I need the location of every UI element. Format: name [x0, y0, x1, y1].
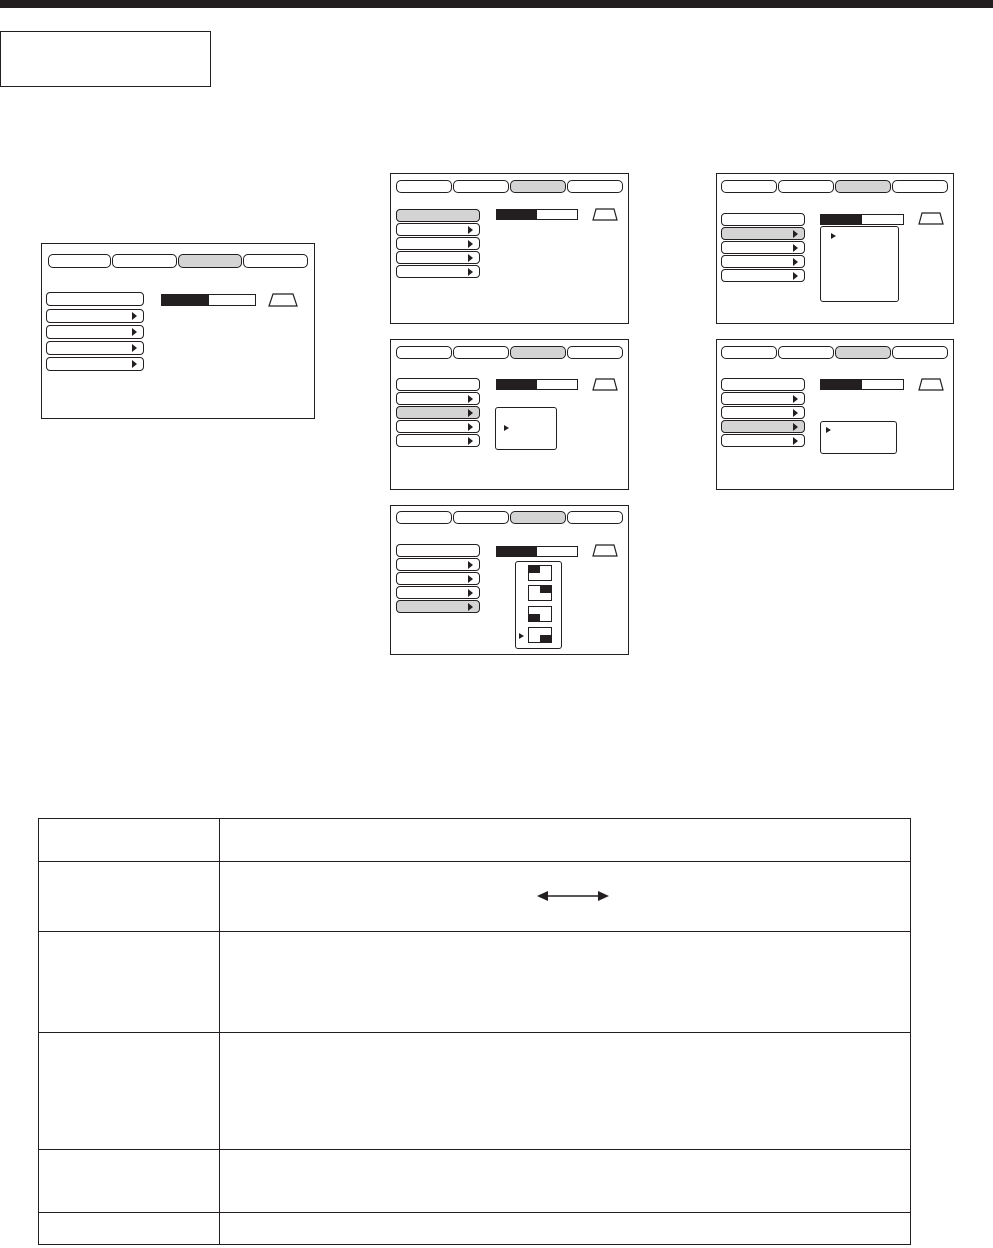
osd-tab-1[interactable] — [721, 180, 777, 193]
osd-menu-item-4[interactable] — [721, 420, 805, 433]
cursor-arrow-icon — [831, 233, 836, 239]
table-cell-description — [220, 1150, 911, 1213]
osd-tab-3[interactable] — [510, 180, 566, 193]
osd-menu-item-4[interactable] — [396, 251, 480, 264]
osd-tab-3[interactable] — [510, 346, 566, 359]
submenu-arrow-icon — [793, 437, 798, 445]
level-bar[interactable] — [496, 546, 578, 557]
submenu-arrow-icon — [468, 254, 473, 262]
osd-screen-a1 — [390, 173, 629, 324]
level-bar-fill — [821, 380, 862, 389]
osd-tab-4[interactable] — [892, 180, 948, 193]
table-row — [39, 932, 911, 1033]
menu-position-popup — [515, 561, 562, 649]
osd-menu-item-2[interactable] — [396, 223, 480, 236]
keystone-icon — [268, 293, 298, 307]
table-cell-description — [220, 1033, 911, 1150]
osd-menu-item-2[interactable] — [396, 558, 480, 571]
osd-screen-a3 — [390, 505, 629, 655]
position-top-right[interactable] — [528, 585, 552, 601]
osd-tab-1[interactable] — [721, 346, 777, 359]
table-row — [39, 819, 911, 862]
osd-menu-item-1[interactable] — [721, 378, 805, 391]
level-bar[interactable] — [496, 379, 578, 390]
osd-menu-item-2[interactable] — [46, 309, 144, 323]
cursor-arrow-icon — [826, 427, 831, 433]
function-table — [38, 818, 911, 1245]
keystone-icon — [918, 378, 944, 391]
osd-tab-4[interactable] — [567, 180, 623, 193]
submenu-arrow-icon — [468, 589, 473, 597]
submenu-arrow-icon — [132, 360, 137, 368]
osd-tab-4[interactable] — [567, 511, 623, 524]
osd-menu-item-5[interactable] — [396, 434, 480, 447]
osd-menu-item-2[interactable] — [721, 227, 805, 240]
osd-tab-2[interactable] — [453, 180, 509, 193]
table-cell-name — [39, 819, 220, 862]
osd-tab-2[interactable] — [778, 180, 834, 193]
submenu-arrow-icon — [468, 437, 473, 445]
table-cell-name — [39, 932, 220, 1033]
submenu-popup — [820, 226, 899, 302]
osd-screen-b2 — [716, 339, 954, 490]
osd-menu-item-3[interactable] — [721, 406, 805, 419]
osd-menu-item-2[interactable] — [721, 392, 805, 405]
osd-tab-3[interactable] — [835, 180, 891, 193]
osd-screen-a2 — [390, 339, 629, 490]
osd-tab-1[interactable] — [396, 346, 452, 359]
submenu-arrow-icon — [468, 268, 473, 276]
osd-menu-item-1[interactable] — [396, 544, 480, 557]
table-cell-name — [39, 1213, 220, 1245]
osd-tab-3[interactable] — [510, 511, 566, 524]
osd-tab-2[interactable] — [778, 346, 834, 359]
osd-menu-item-5[interactable] — [396, 600, 480, 613]
level-bar[interactable] — [496, 209, 578, 220]
table-cell-name — [39, 1033, 220, 1150]
osd-menu-item-4[interactable] — [46, 341, 144, 355]
submenu-arrow-icon — [793, 272, 798, 280]
osd-tab-4[interactable] — [892, 346, 948, 359]
osd-menu-item-1[interactable] — [721, 213, 805, 226]
level-bar[interactable] — [161, 294, 256, 306]
osd-tab-1[interactable] — [48, 254, 111, 268]
submenu-arrow-icon — [793, 244, 798, 252]
osd-menu-item-1[interactable] — [396, 378, 480, 391]
submenu-arrow-icon — [793, 409, 798, 417]
osd-menu-item-1[interactable] — [396, 209, 480, 222]
submenu-arrow-icon — [468, 603, 473, 611]
osd-tab-4[interactable] — [567, 346, 623, 359]
osd-menu-item-3[interactable] — [721, 241, 805, 254]
submenu-arrow-icon — [468, 409, 473, 417]
submenu-arrow-icon — [793, 258, 798, 266]
section-title-box — [0, 31, 211, 87]
position-top-left[interactable] — [528, 565, 552, 581]
table-row — [39, 1213, 911, 1245]
submenu-arrow-icon — [468, 561, 473, 569]
submenu-popup — [820, 421, 897, 454]
osd-tab-2[interactable] — [112, 254, 177, 268]
osd-menu-item-5[interactable] — [721, 434, 805, 447]
table-cell-name — [39, 1150, 220, 1213]
table-cell-description — [220, 1213, 911, 1245]
position-bottom-right[interactable] — [528, 627, 552, 643]
level-bar[interactable] — [820, 214, 904, 225]
osd-tab-3[interactable] — [835, 346, 891, 359]
level-bar-fill — [497, 210, 537, 219]
level-bar-fill — [821, 215, 862, 224]
submenu-arrow-icon — [132, 344, 137, 352]
osd-tab-1[interactable] — [396, 511, 452, 524]
table-row — [39, 1150, 911, 1213]
table-cell-name — [39, 862, 220, 932]
osd-menu-item-5[interactable] — [46, 357, 144, 371]
osd-tab-3[interactable] — [178, 254, 242, 268]
submenu-arrow-icon — [468, 226, 473, 234]
table-row — [39, 862, 911, 932]
submenu-arrow-icon — [468, 575, 473, 583]
level-bar[interactable] — [820, 379, 904, 390]
position-bottom-left[interactable] — [528, 606, 552, 622]
osd-menu-item-5[interactable] — [721, 269, 805, 282]
osd-menu-item-3[interactable] — [396, 237, 480, 250]
keystone-icon — [918, 212, 944, 225]
osd-menu-item-4[interactable] — [721, 255, 805, 268]
osd-screen-b1 — [716, 173, 954, 324]
table-row — [39, 1033, 911, 1150]
submenu-arrow-icon — [132, 328, 137, 336]
header-rule — [0, 0, 993, 8]
osd-screen-main — [41, 243, 315, 419]
level-bar-fill — [497, 380, 537, 389]
submenu-arrow-icon — [793, 230, 798, 238]
osd-tab-4[interactable] — [243, 254, 308, 268]
level-bar-fill — [497, 547, 537, 556]
submenu-arrow-icon — [793, 423, 798, 431]
osd-menu-item-4[interactable] — [396, 586, 480, 599]
osd-menu-item-2[interactable] — [396, 392, 480, 405]
keystone-icon — [592, 378, 618, 391]
submenu-arrow-icon — [468, 240, 473, 248]
cursor-arrow-icon — [519, 633, 524, 639]
osd-tab-1[interactable] — [396, 180, 452, 193]
table-cell-description — [220, 932, 911, 1033]
submenu-popup — [495, 407, 557, 450]
table-cell-description — [220, 819, 911, 862]
submenu-arrow-icon — [468, 423, 473, 431]
osd-menu-item-3[interactable] — [396, 572, 480, 585]
keystone-icon — [592, 544, 618, 557]
osd-menu-item-1[interactable] — [46, 292, 144, 306]
osd-tab-2[interactable] — [453, 511, 509, 524]
submenu-arrow-icon — [468, 395, 473, 403]
osd-tab-2[interactable] — [453, 346, 509, 359]
osd-menu-item-3[interactable] — [396, 406, 480, 419]
double-arrow-icon — [537, 889, 609, 903]
level-bar-fill — [162, 295, 209, 305]
cursor-arrow-icon — [504, 425, 509, 431]
submenu-arrow-icon — [132, 312, 137, 320]
submenu-arrow-icon — [793, 395, 798, 403]
keystone-icon — [592, 208, 618, 221]
osd-menu-item-4[interactable] — [396, 420, 480, 433]
osd-menu-item-3[interactable] — [46, 325, 144, 339]
osd-menu-item-5[interactable] — [396, 265, 480, 278]
